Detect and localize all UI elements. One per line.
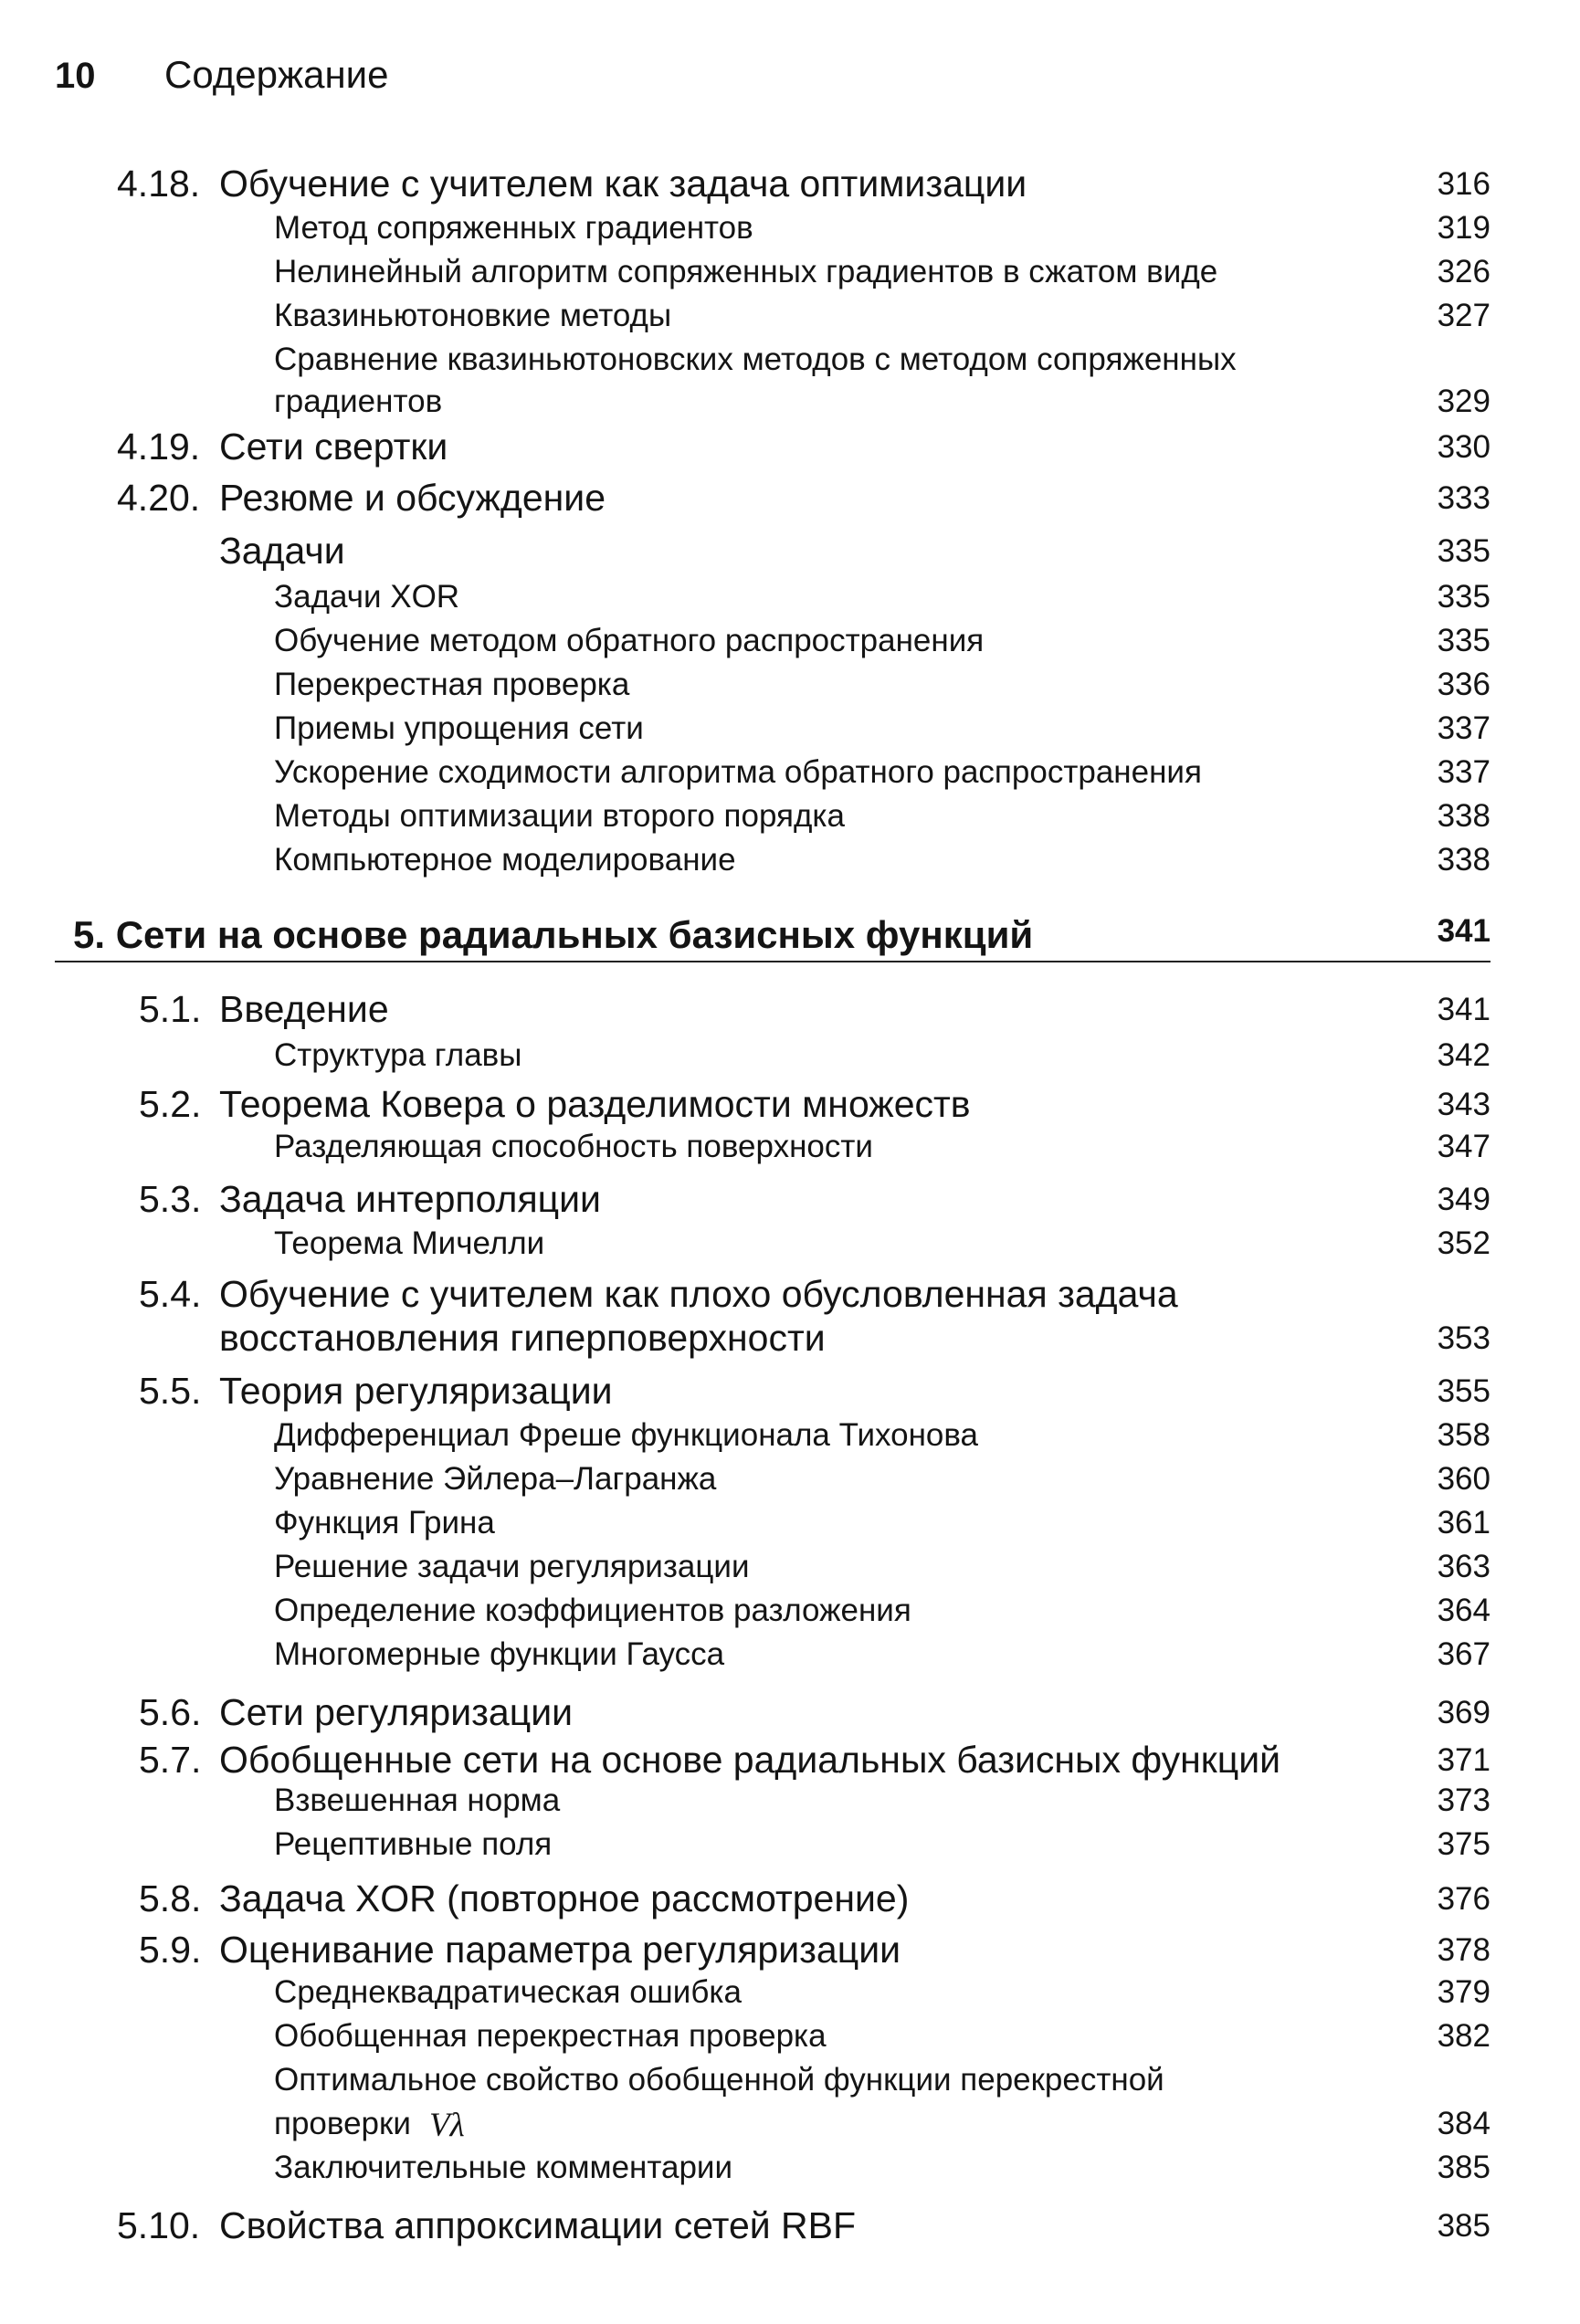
page-ref: 326 — [1437, 254, 1490, 289]
entry-title: Приемы упрощения сети — [274, 710, 644, 746]
page-ref: 333 — [1437, 480, 1490, 516]
section-number: 4.19. — [117, 426, 201, 468]
entry-title: Задача интерполяции — [219, 1178, 601, 1220]
section-number: 5.2. — [139, 1083, 202, 1125]
entry-title: Свойства аппроксимации сетей RBF — [219, 2204, 857, 2246]
entry-title: Квазиньютоновкие методы — [274, 298, 672, 333]
page-ref: 319 — [1437, 210, 1490, 246]
page-ref: 337 — [1437, 710, 1490, 746]
entry-title: градиентов — [274, 384, 443, 419]
entry-title: Оптимальное свойство обобщенной функции перекрестной — [274, 2062, 1164, 2098]
page-ref: 360 — [1437, 1461, 1490, 1497]
entry-title: Нелинейный алгоритм сопряженных градиентов в сжатом виде — [274, 254, 1218, 289]
entry-title: Оценивание параметра регуляризации — [219, 1929, 901, 1971]
page-ref: 316 — [1437, 166, 1490, 202]
page-ref: 363 — [1437, 1549, 1490, 1584]
page-ref: 330 — [1437, 429, 1490, 465]
entry-title: Теорема Ковера о разделимости множеств — [219, 1083, 971, 1125]
page-ref: 376 — [1437, 1881, 1490, 1917]
entry-title: Задачи — [219, 530, 345, 572]
entry-title: Многомерные функции Гаусса — [274, 1636, 725, 1672]
chapter-divider — [55, 961, 1490, 962]
entry-title: Обобщенная перекрестная проверка — [274, 2018, 827, 2054]
page-ref: 371 — [1437, 1742, 1490, 1778]
entry-title: Уравнение Эйлера–Лагранжа — [274, 1461, 717, 1497]
section-number: 4.18. — [117, 163, 201, 205]
running-title: Содержание — [164, 53, 389, 96]
entry-title: Перекрестная проверка — [274, 667, 630, 702]
page-ref: 358 — [1437, 1417, 1490, 1453]
page-header — [55, 53, 388, 108]
page-ref: 336 — [1437, 667, 1490, 702]
page-ref: 361 — [1437, 1505, 1490, 1541]
entry-title: 5. Сети на основе радиальных базисных функций — [73, 913, 1034, 956]
entry-title: Задачи XOR — [274, 579, 460, 615]
page-ref: 364 — [1437, 1593, 1490, 1628]
section-number: 5.10. — [117, 2204, 201, 2246]
page-ref: 341 — [1437, 992, 1490, 1027]
entry-title: Теорема Мичелли — [274, 1225, 545, 1261]
section-number: 4.20. — [117, 477, 201, 519]
entry-title: Заключительные комментарии — [274, 2150, 733, 2185]
section-number: 5.6. — [139, 1691, 202, 1733]
entry-title: Рецептивные поля — [274, 1826, 553, 1862]
entry-title: Дифференциал Фреше функционала Тихонова — [274, 1417, 979, 1453]
entry-title: Сети регуляризации — [219, 1691, 573, 1733]
page-ref: 347 — [1437, 1129, 1490, 1164]
page-ref: 352 — [1437, 1225, 1490, 1261]
section-number: 5.3. — [139, 1178, 202, 1220]
entry-title: Решение задачи регуляризации — [274, 1549, 750, 1584]
page-ref: 382 — [1437, 2018, 1490, 2054]
page-ref: 337 — [1437, 754, 1490, 790]
section-number: 5.5. — [139, 1370, 202, 1412]
entry-title: Обобщенные сети на основе радиальных базисных функций — [219, 1739, 1281, 1781]
entry-title: Обучение с учителем как задача оптимизации — [219, 163, 1027, 205]
page-ref: 384 — [1437, 2106, 1490, 2141]
page-ref: 341 — [1437, 913, 1490, 949]
page-number: 10 — [55, 56, 96, 96]
entry-title: Ускорение сходимости алгоритма обратного распространения — [274, 754, 1202, 790]
entry-title: проверки — [274, 2106, 411, 2141]
page-ref: 335 — [1437, 579, 1490, 615]
entry-title: Взвешенная норма — [274, 1782, 561, 1818]
entry-title: Функция Грина — [274, 1505, 495, 1541]
entry-title: Структура главы — [274, 1037, 522, 1073]
page-ref: 367 — [1437, 1636, 1490, 1672]
page-ref: 349 — [1437, 1182, 1490, 1217]
entry-title: Среднеквадратическая ошибка — [274, 1974, 742, 2010]
section-number: 5.9. — [139, 1929, 202, 1971]
page-ref: 378 — [1437, 1932, 1490, 1968]
page-ref: 353 — [1437, 1320, 1490, 1356]
entry-title: Компьютерное моделирование — [274, 842, 736, 878]
entry-title: восстановления гиперповерхности — [219, 1317, 826, 1359]
page-ref: 338 — [1437, 842, 1490, 878]
entry-title: Задача XOR (повторное рассмотрение) — [219, 1877, 910, 1919]
entry-title: Методы оптимизации второго порядка — [274, 798, 845, 834]
page-ref: 355 — [1437, 1373, 1490, 1409]
section-number: 5.4. — [139, 1273, 202, 1315]
page-ref: 343 — [1437, 1087, 1490, 1122]
entry-title: Теория регуляризации — [219, 1370, 613, 1412]
entry-title: Определение коэффициентов разложения — [274, 1593, 911, 1628]
page-ref: 329 — [1437, 384, 1490, 419]
page-ref: 342 — [1437, 1037, 1490, 1073]
math-symbol: Vλ — [429, 2107, 465, 2144]
entry-title: Сети свертки — [219, 426, 448, 468]
page-ref: 335 — [1437, 533, 1490, 569]
entry-title: Введение — [219, 988, 389, 1030]
page-ref: 335 — [1437, 623, 1490, 658]
entry-title: Обучение методом обратного распространения — [274, 623, 985, 658]
entry-title: Метод сопряженных градиентов — [274, 210, 753, 246]
page-ref: 369 — [1437, 1695, 1490, 1730]
page-ref: 385 — [1437, 2208, 1490, 2244]
entry-title: Сравнение квазиньютоновских методов с методом сопряженных — [274, 342, 1237, 377]
entry-title: Обучение с учителем как плохо обусловленная задача — [219, 1273, 1178, 1315]
entry-title: Разделяющая способность поверхности — [274, 1129, 873, 1164]
page-ref: 379 — [1437, 1974, 1490, 2010]
entry-title: Резюме и обсуждение — [219, 477, 606, 519]
page-ref: 327 — [1437, 298, 1490, 333]
section-number: 5.7. — [139, 1739, 202, 1781]
section-number: 5.1. — [139, 988, 202, 1030]
section-number: 5.8. — [139, 1877, 202, 1919]
page-ref: 385 — [1437, 2150, 1490, 2185]
page-ref: 373 — [1437, 1782, 1490, 1818]
page-ref: 338 — [1437, 798, 1490, 834]
page-ref: 375 — [1437, 1826, 1490, 1862]
